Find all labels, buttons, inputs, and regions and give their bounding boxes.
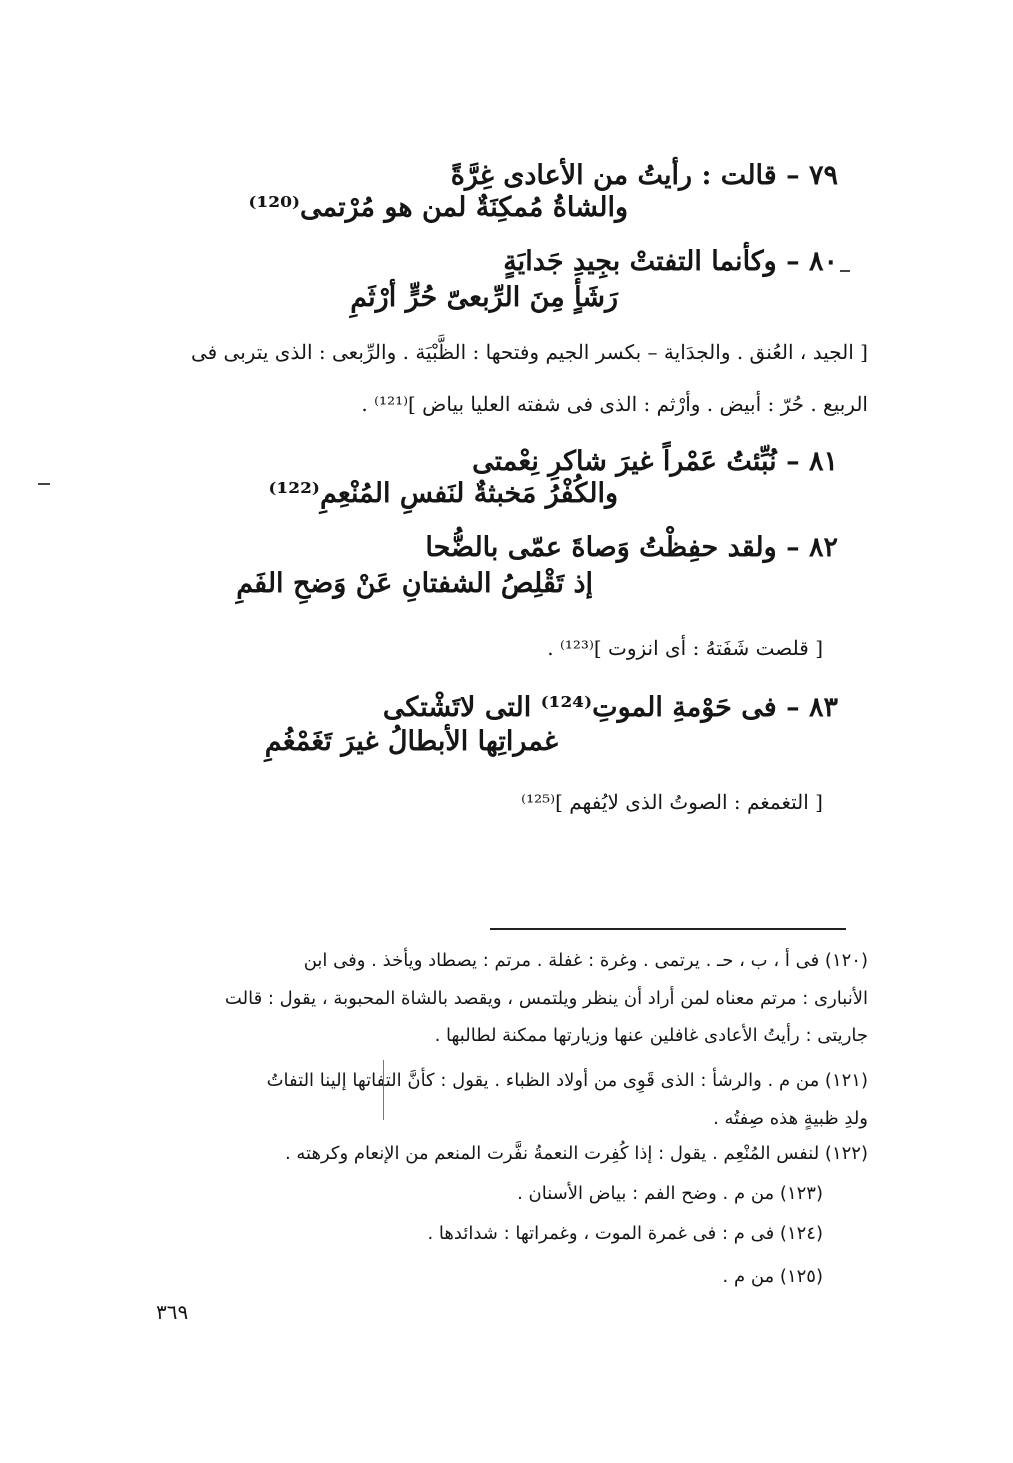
footnote-120-line-3: جاريتى : رأيتُ الأعادى غافلين عنها وزيارتها ممكنة لطالبها . [434, 1025, 868, 1046]
footnote-122: (١٢٢) لنفس المُنْعِم . يقول : إذا كُفِرت النعمةُ نفَّرت المنعم من الإنعام وكرهته . [284, 1143, 868, 1164]
page-number: ٣٦٩ [156, 1300, 189, 1324]
footnote-125: (١٢٥) من م . [722, 1266, 823, 1287]
verse-80-second-hemistich: رَشَأٍ مِنَ الرِّبعىّ حُرٍّ أرْثَمِ [350, 282, 618, 313]
footnote-120-line-1: (١٢٠) فى أ ، ب ، حـ . يرتمى . وغرة : غفلة . مرتم : يصطاد ويأخذ . وفى ابن [303, 950, 868, 971]
footnote-121-line-2: ولدِ ظبيةٍ هذه صِفتُه . [713, 1108, 868, 1129]
gloss-verse-80-line-1: [ الجيد ، العُنق . والجدَاية – بكسر الجيم وفتحها : الظَّبْيَة . والرِّبعى : الذى يتربى فى [190, 340, 868, 364]
gloss-verse-83: [ التغمغم : الصوتُ الذى لايُفهم ]⁽¹²⁵⁾ [521, 790, 823, 814]
footnote-121-line-1: (١٢١) من م . والرشأ : الذى قَوِى من أولاد الظباء . يقول : كأنَّ التفاتها إلينا التفاتُ [266, 1070, 868, 1091]
margin-mark [38, 483, 50, 485]
verse-82-second-hemistich: إذ تَقْلِصُ الشفتانِ عَنْ وَضحِ الفَمِ [236, 568, 593, 599]
gloss-verse-80-line-2: الربيع . حُرّ : أبيض . وأرْثم : الذى فى شفته العليا بياض ]⁽¹²¹⁾ . [361, 392, 868, 416]
verse-83-second-hemistich: غمراتِها الأبطالُ غيرَ تَغَمْغُمِ [264, 726, 558, 757]
footnote-120-line-2: الأنبارى : مرتم معناه لمن أراد أن ينظر ويلتمس ، ويقصد بالشاة المحبوبة ، يقول : قالت [224, 988, 868, 1009]
verse-81-second-hemistich: والكُفْرُ مَخبثةٌ لنَفسِ المُنْعِمِ⁽¹²²⁾ [268, 478, 618, 509]
verse-82-first-hemistich: ٨٢ – ولقد حفِظْتُ وَصاةَ عمّى بالضُّحا [425, 532, 838, 563]
footnote-124: (١٢٤) فى م : فى غمرة الموت ، وغمراتها : شدائدها . [427, 1223, 823, 1244]
footnote-separator [490, 928, 846, 930]
margin-mark [840, 270, 850, 272]
gloss-verse-82: [ قلصت شَفَتهُ : أى انزوت ]⁽¹²³⁾ . [547, 636, 823, 660]
scan-mark [383, 1060, 384, 1120]
footnote-123: (١٢٣) من م . وضح الفم : بياض الأسنان . [517, 1183, 823, 1204]
verse-79-first-hemistich: ٧٩ – قالت : رأيتُ من الأعادى غِرَّةً [450, 160, 838, 191]
verse-83-first-hemistich: ٨٣ – فى حَوْمةِ الموتِ⁽¹²⁴⁾ التى لاتَشْتكى [382, 692, 838, 723]
verse-80-first-hemistich: ٨٠ – وكأنما التفتتْ بجِيدِ جَدايَةٍ [503, 246, 838, 277]
verse-79-second-hemistich: والشاةُ مُمكِنَةٌ لمن هو مُرْتمى⁽¹²⁰⁾ [248, 192, 628, 223]
verse-81-first-hemistich: ٨١ – نُبِّئتُ عَمْراً غيرَ شاكرِ نِعْمتى [472, 446, 838, 477]
